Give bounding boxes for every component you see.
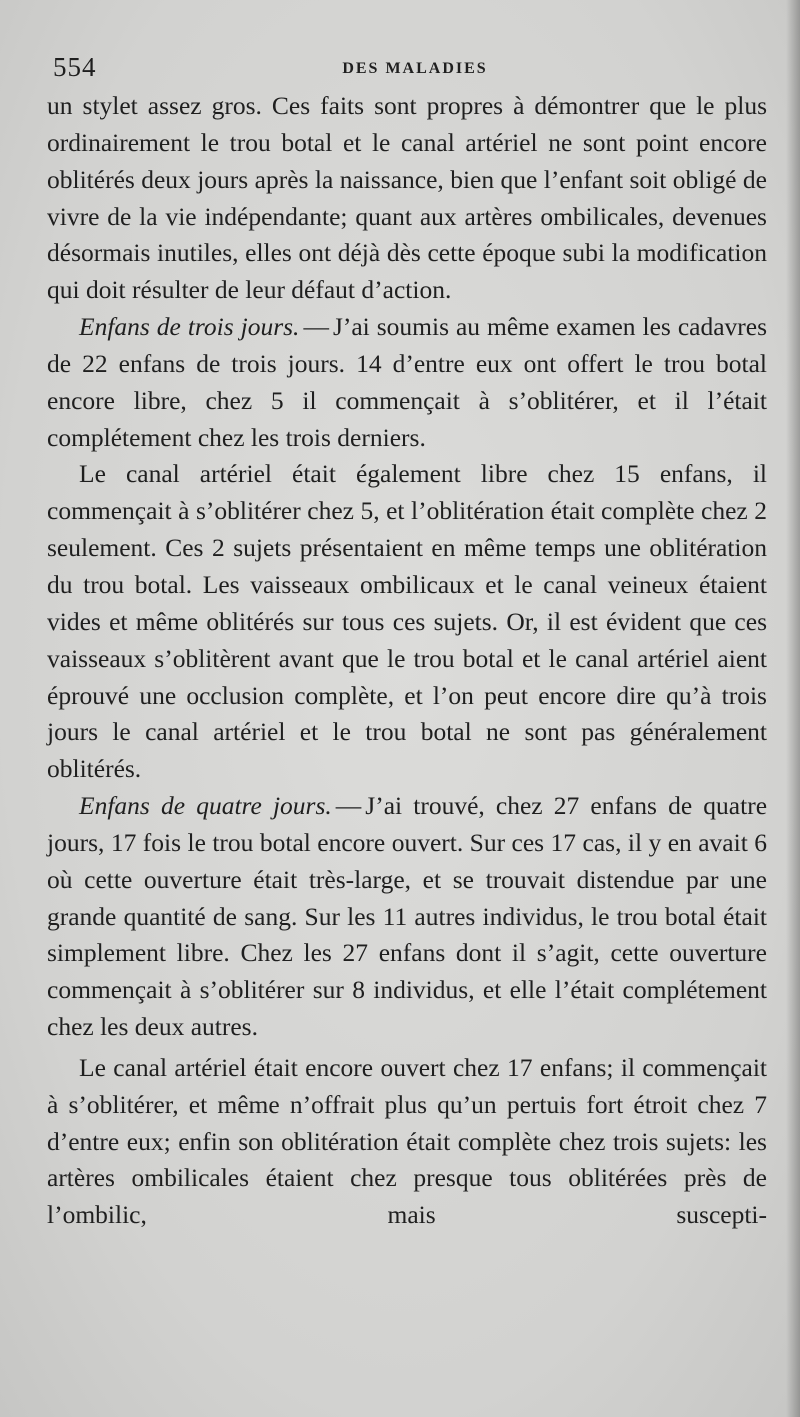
paragraph-continuation (47, 88, 767, 309)
paragraph-three-days (47, 309, 767, 456)
paragraph-text: J’ai soumis au même examen les cadavres de 22 enfans de trois jours. 14 d’entre eux ont offert le trou botal encore libre, chez 5 il commençait à s’oblitérer, et il l’était complétement chez les trois derniers. (47, 312, 768, 452)
em-dash: — (303, 312, 329, 342)
paragraph-text: Le canal artériel était encore ouvert chez 17 enfans; il commençait à s’oblitérer, et même n’offrait plus qu’un pertuis fort étroit chez 7 d’entre eux; enfin son oblitération était complète chez trois sujets: les artères ombilicales étaient chez presque tous oblitérées près de l’ombilic, mais suscepti- (47, 1052, 767, 1230)
running-title: DES MALADIES (342, 60, 488, 77)
page-header (50, 52, 780, 88)
paragraph-text: J’ai trouvé, chez 27 enfans de quatre jours, 17 fois le trou botal encore ouvert. Sur ces 17 cas, il y en avait 6 où cette ouverture était très-large, et se trouvait distendue par une grande quantité de sang. Sur les 11 autres individus, le trou botal était simplement libre. Chez les 27 enfans dont il s’agit, cette ouverture commençait à s’oblitérer sur 8 individus, et elle l’était complétement chez les deux autres. (47, 791, 768, 1042)
section-lead-four-days: Enfans de quatre jours. (79, 791, 332, 821)
paragraph-canal-four-days (47, 1050, 767, 1234)
section-lead-three-days: Enfans de trois jours. (79, 312, 300, 342)
page-number: 554 (53, 52, 97, 82)
paragraph-canal-three-days (47, 456, 767, 788)
em-dash: — (335, 791, 362, 821)
paragraph-four-days (47, 788, 767, 1046)
body-text (47, 88, 767, 1234)
page-edge-shadow (786, 0, 800, 1417)
paragraph-text: un stylet assez gros. Ces faits sont propres à démontrer que le plus ordinairement le trou botal et le canal artériel ne sont point encore oblitérés deux jours après la naissance, bien que l’enfant soit obligé de vivre de la vie indépendante; quant aux artères ombilicales, devenues désormais inutiles, elles ont déjà dès cette époque subi la modification qui doit résulter de leur défaut d’action. (47, 91, 767, 305)
paragraph-text: Le canal artériel était également libre chez 15 enfans, il commençait à s’oblitérer chez 5, et l’oblitération était complète chez 2 seulement. Ces 2 sujets présentaient en même temps une oblitération du trou botal. Les vaisseaux ombilicaux et le canal veineux étaient vides et même oblitérés sur tous ces sujets. Or, il est évident que ces vaisseaux s’oblitèrent avant que le trou botal et le canal artériel aient éprouvé une occlusion complète, et l’on peut encore dire qu’à trois jours le canal artériel et le trou botal ne sont pas généralement oblitérés. (47, 459, 767, 784)
